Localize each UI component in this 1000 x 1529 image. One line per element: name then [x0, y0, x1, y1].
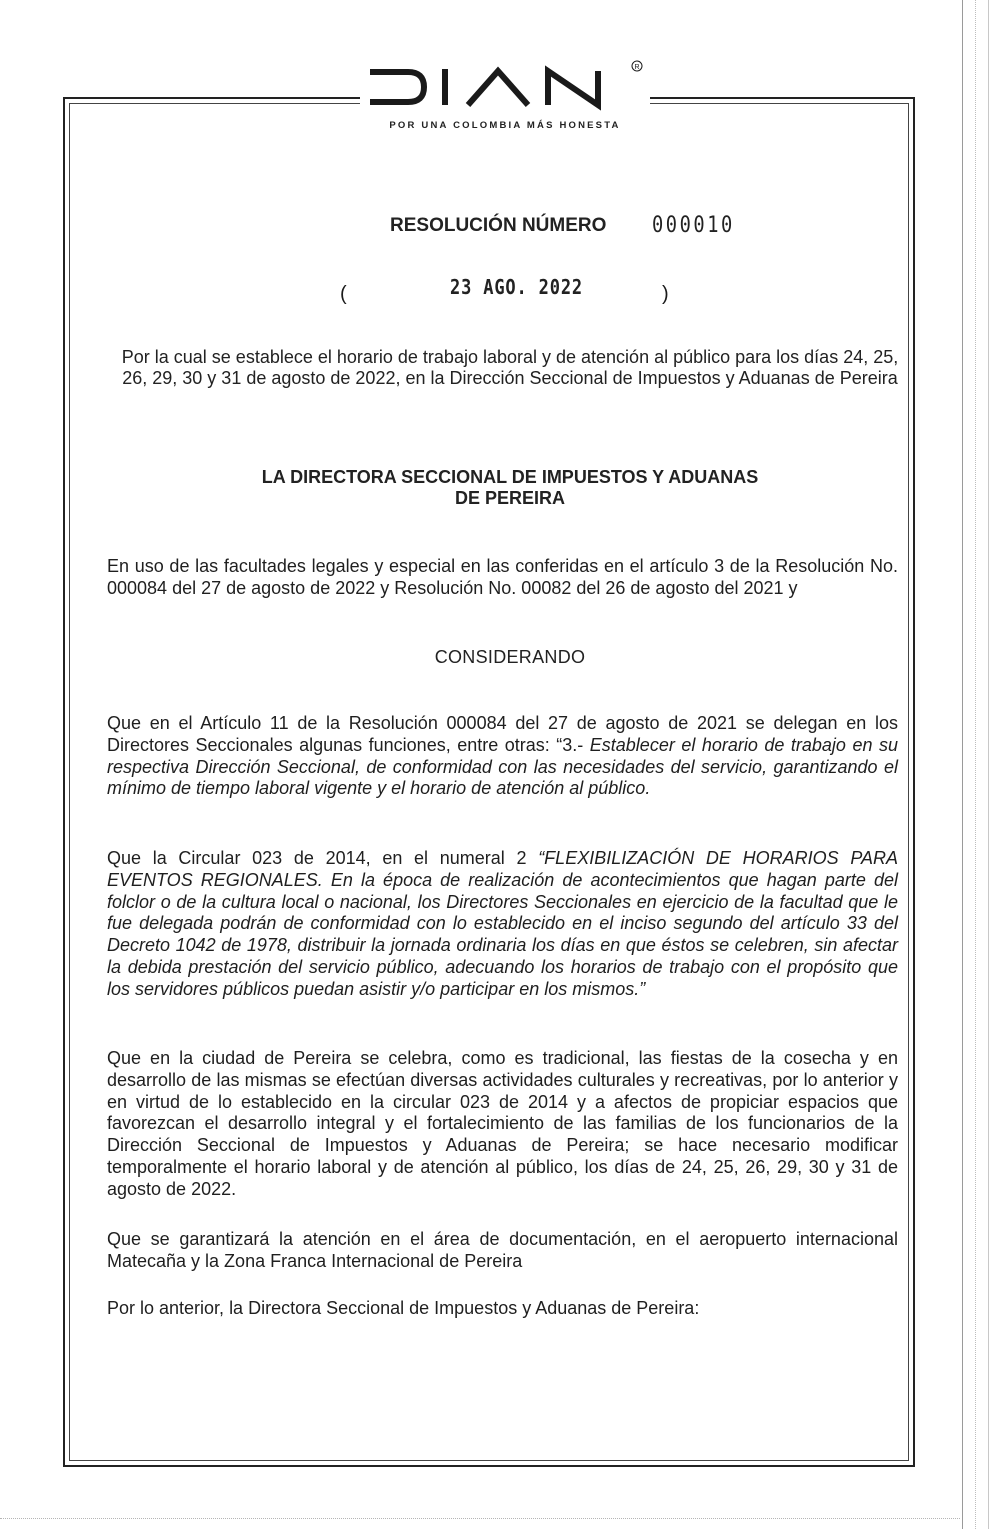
closing-paragraph: Por lo anterior, la Directora Seccional de Impuestos y Aduanas de Pereira: — [107, 1298, 700, 1318]
logo-tagline: POR UNA COLOMBIA MÁS HONESTA — [389, 120, 621, 131]
authority-line-1: LA DIRECTORA SECCIONAL DE IMPUESTOS Y ADUANAS — [261, 467, 759, 487]
paragraph-text: Que la Circular 023 de 2014, en el numeral 2 — [107, 848, 539, 868]
dian-logo — [360, 58, 650, 138]
scan-edge-line — [988, 0, 989, 1529]
resolution-number: 000010 — [652, 213, 735, 238]
quoted-text: “FLEXIBILIZACIÓN DE HORARIOS PARA EVENTOS REGIONALES. En la época de realización de acontecimientos que hagan parte del folclor o de la cultura local o nacional, los Directores Seccionales en ejercicio de la facultad que le fue delegada podrán de conformidad con lo establecido en el inciso segundo del artículo 33 del Decreto 1042 de 1978, distribuir la jornada ordinaria los días en que éstos se celebren, sin afectar la debida prestación del servicio público, adecuando los horarios de trabajo con el propósito que los servidores públicos puedan asistir y/o participar en los mismos.” — [107, 848, 899, 999]
svg-text:R: R — [634, 64, 640, 71]
resolution-label: RESOLUCIÓN NÚMERO — [390, 215, 607, 236]
date-paren-close: ) — [662, 283, 669, 305]
preamble-paragraph: En uso de las facultades legales y especial en las conferidas en el artículo 3 de la Resolución No. 000084 del 27 de agosto de 2022 y Resolución No. 00082 del 26 de agosto del 2021 y — [107, 556, 898, 598]
quoted-text: Establecer el horario de trabajo en su respectiva Dirección Seccional, de conformidad con las necesidades del servicio, garantizando el mínimo de tiempo laboral vigente y el horario de atención al público. — [107, 734, 898, 799]
considerando-heading: CONSIDERANDO — [434, 647, 586, 667]
issuing-authority — [120, 467, 900, 509]
considerando-paragraph-4: Que se garantizará la atención en el área de documentación, en el aeropuerto internacional Matecaña y la Zona Franca Internacional de Pereira — [107, 1229, 898, 1271]
paragraph-text: Que en el Artículo 11 de la Resolución 000084 del 27 de agosto de 2021 se delegan en los Directores Seccionales algunas funciones, entre otras: “3.- — [107, 713, 898, 755]
resolution-date-stamp: 23 AGO. 2022 — [450, 275, 584, 299]
date-paren-open: ( — [340, 283, 347, 305]
dian-logo-mark — [360, 58, 650, 118]
considerando-paragraph-1 — [107, 713, 898, 800]
scan-bottom-line — [0, 1518, 960, 1519]
scan-edge-line — [975, 0, 976, 1529]
considerando-paragraph-3: Que en la ciudad de Pereira se celebra, como es tradicional, las fiestas de la cosecha y en desarrollo de las mismas se efectúan diversas actividades culturales y recreativas, por lo anterior y en virtud de lo establecido en la circular 023 de 2014 y a afectos de propiciar espacios que favorezcan el desarrollo integral y el fortalecimiento de las familias de los funcionarios de la Dirección Seccional de Impuestos y Aduanas de Pereira; se hace necesario modificar temporalmente el horario laboral y de atención al público, los días de 24, 25, 26, 29, 30 y 31 de agosto de 2022. — [107, 1048, 898, 1199]
scan-edge-line — [962, 0, 963, 1529]
resolution-summary: Por la cual se establece el horario de trabajo laboral y de atención al público para los días 24, 25, 26, 29, 30 y 31 de agosto de 2022, en la Dirección Seccional de Impuestos y Aduanas de Pereira — [121, 347, 899, 388]
authority-line-2: DE PEREIRA — [454, 488, 566, 508]
considerando-paragraph-2 — [107, 848, 898, 1001]
